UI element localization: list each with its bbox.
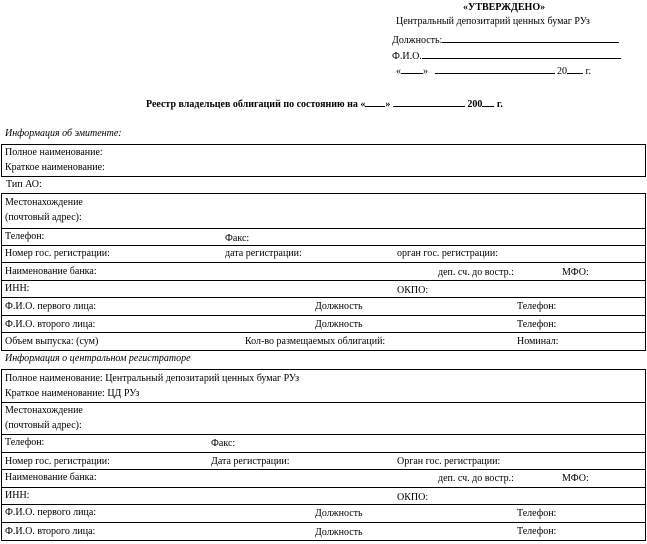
title-day-field[interactable] (365, 97, 385, 107)
issuer-second-position: Должность (315, 319, 363, 330)
title-text: Реестр владельцев облигаций по состоянию на « (146, 99, 366, 110)
registrar-inn: ИНН: (5, 490, 30, 501)
registrar-heading: Информация о центральном регистраторе (5, 353, 191, 364)
approval-fio-line (392, 49, 621, 62)
title-year-field[interactable] (482, 97, 494, 107)
year-prefix: 20 (557, 66, 567, 77)
position-field[interactable] (442, 33, 619, 43)
day-field[interactable] (401, 64, 423, 74)
issuer-full-name: Полное наименование: (5, 147, 103, 158)
issuer-location-label: Местонахождение (5, 197, 83, 208)
issuer-heading: Информация об эмитенте: (5, 128, 122, 139)
issuer-reg-body: орган гос. регистрации: (397, 248, 499, 259)
registrar-second-position: Должность (315, 527, 363, 538)
issuer-volume: Объем выпуска: (сум) (5, 336, 99, 347)
issuer-names-table (1, 144, 646, 177)
registrar-phone: Телефон: (5, 437, 45, 448)
document-title (146, 97, 503, 110)
issuer-details-table (1, 193, 646, 351)
registrar-bank: Наименование банка: (5, 472, 97, 483)
issuer-first-person: Ф.И.О. первого лица: (5, 301, 97, 312)
approval-org: Центральный депозитарий ценных бумаг РУз (396, 16, 590, 27)
issuer-first-position: Должность (315, 301, 363, 312)
position-label: Должность: (392, 35, 443, 46)
issuer-account: деп. сч. до востр.: (438, 267, 514, 278)
issuer-mfo: МФО: (562, 267, 589, 278)
registrar-reg-body: Орган гос. регистрации: (397, 456, 501, 467)
registrar-first-person: Ф.И.О. первого лица: (5, 507, 97, 518)
registrar-reg-number: Номер гос. регистрации: (5, 456, 110, 467)
registrar-first-phone: Телефон: (517, 508, 557, 519)
year-suffix: г. (585, 66, 591, 77)
registrar-table (1, 369, 646, 541)
issuer-second-phone: Телефон: (517, 319, 557, 330)
issuer-second-person: Ф.И.О. второго лица: (5, 319, 96, 330)
month-field[interactable] (435, 64, 555, 74)
title-quote-close: » (385, 99, 391, 110)
registrar-mfo: МФО: (562, 473, 589, 484)
registrar-location-label: Местонахождение (5, 405, 83, 416)
quote-open: « (396, 66, 401, 77)
registrar-okpo: ОКПО: (397, 492, 429, 503)
approval-position-line (392, 33, 619, 46)
title-year: 200 (467, 99, 483, 110)
issuer-type: Тип АО: (6, 179, 42, 190)
issuer-bank: Наименование банка: (5, 266, 97, 277)
registrar-full-name: Полное наименование: Центральный депозитарий ценных бумаг РУз (5, 373, 300, 384)
fio-label: Ф.И.О. (392, 51, 422, 62)
registrar-short-name: Краткое наименование: ЦД РУз (5, 388, 140, 399)
issuer-reg-date: дата регистрации: (225, 248, 302, 259)
issuer-location-label-2: (почтовый адрес): (5, 212, 82, 223)
title-month-field[interactable] (393, 97, 465, 107)
year-field[interactable] (567, 64, 583, 74)
issuer-inn: ИНН: (5, 283, 30, 294)
issuer-reg-number: Номер гос. регистрации: (5, 248, 110, 259)
issuer-short-name: Краткое наименование: (5, 162, 105, 173)
issuer-fax: Факс: (225, 233, 250, 244)
fio-field[interactable] (422, 49, 621, 59)
registrar-account: деп. сч. до востр.: (438, 473, 514, 484)
registrar-first-position: Должность (315, 508, 363, 519)
issuer-bonds-count: Кол-во размещаемых облигаций: (245, 336, 386, 347)
registrar-reg-date: Дата регистрации: (211, 456, 290, 467)
issuer-nominal: Номинал: (517, 336, 559, 347)
issuer-phone: Телефон: (5, 231, 45, 242)
issuer-first-phone: Телефон: (517, 301, 557, 312)
issuer-okpo: ОКПО: (397, 285, 429, 296)
approval-title: «УТВЕРЖДЕНО» (463, 2, 546, 13)
quote-close: » (423, 66, 428, 77)
approval-date-line (396, 64, 591, 77)
title-suffix: г. (496, 99, 503, 110)
registrar-fax: Факс: (211, 438, 236, 449)
registrar-second-person: Ф.И.О. второго лица: (5, 526, 96, 537)
registrar-second-phone: Телефон: (517, 526, 557, 537)
registrar-location-label-2: (почтовый адрес): (5, 420, 82, 431)
